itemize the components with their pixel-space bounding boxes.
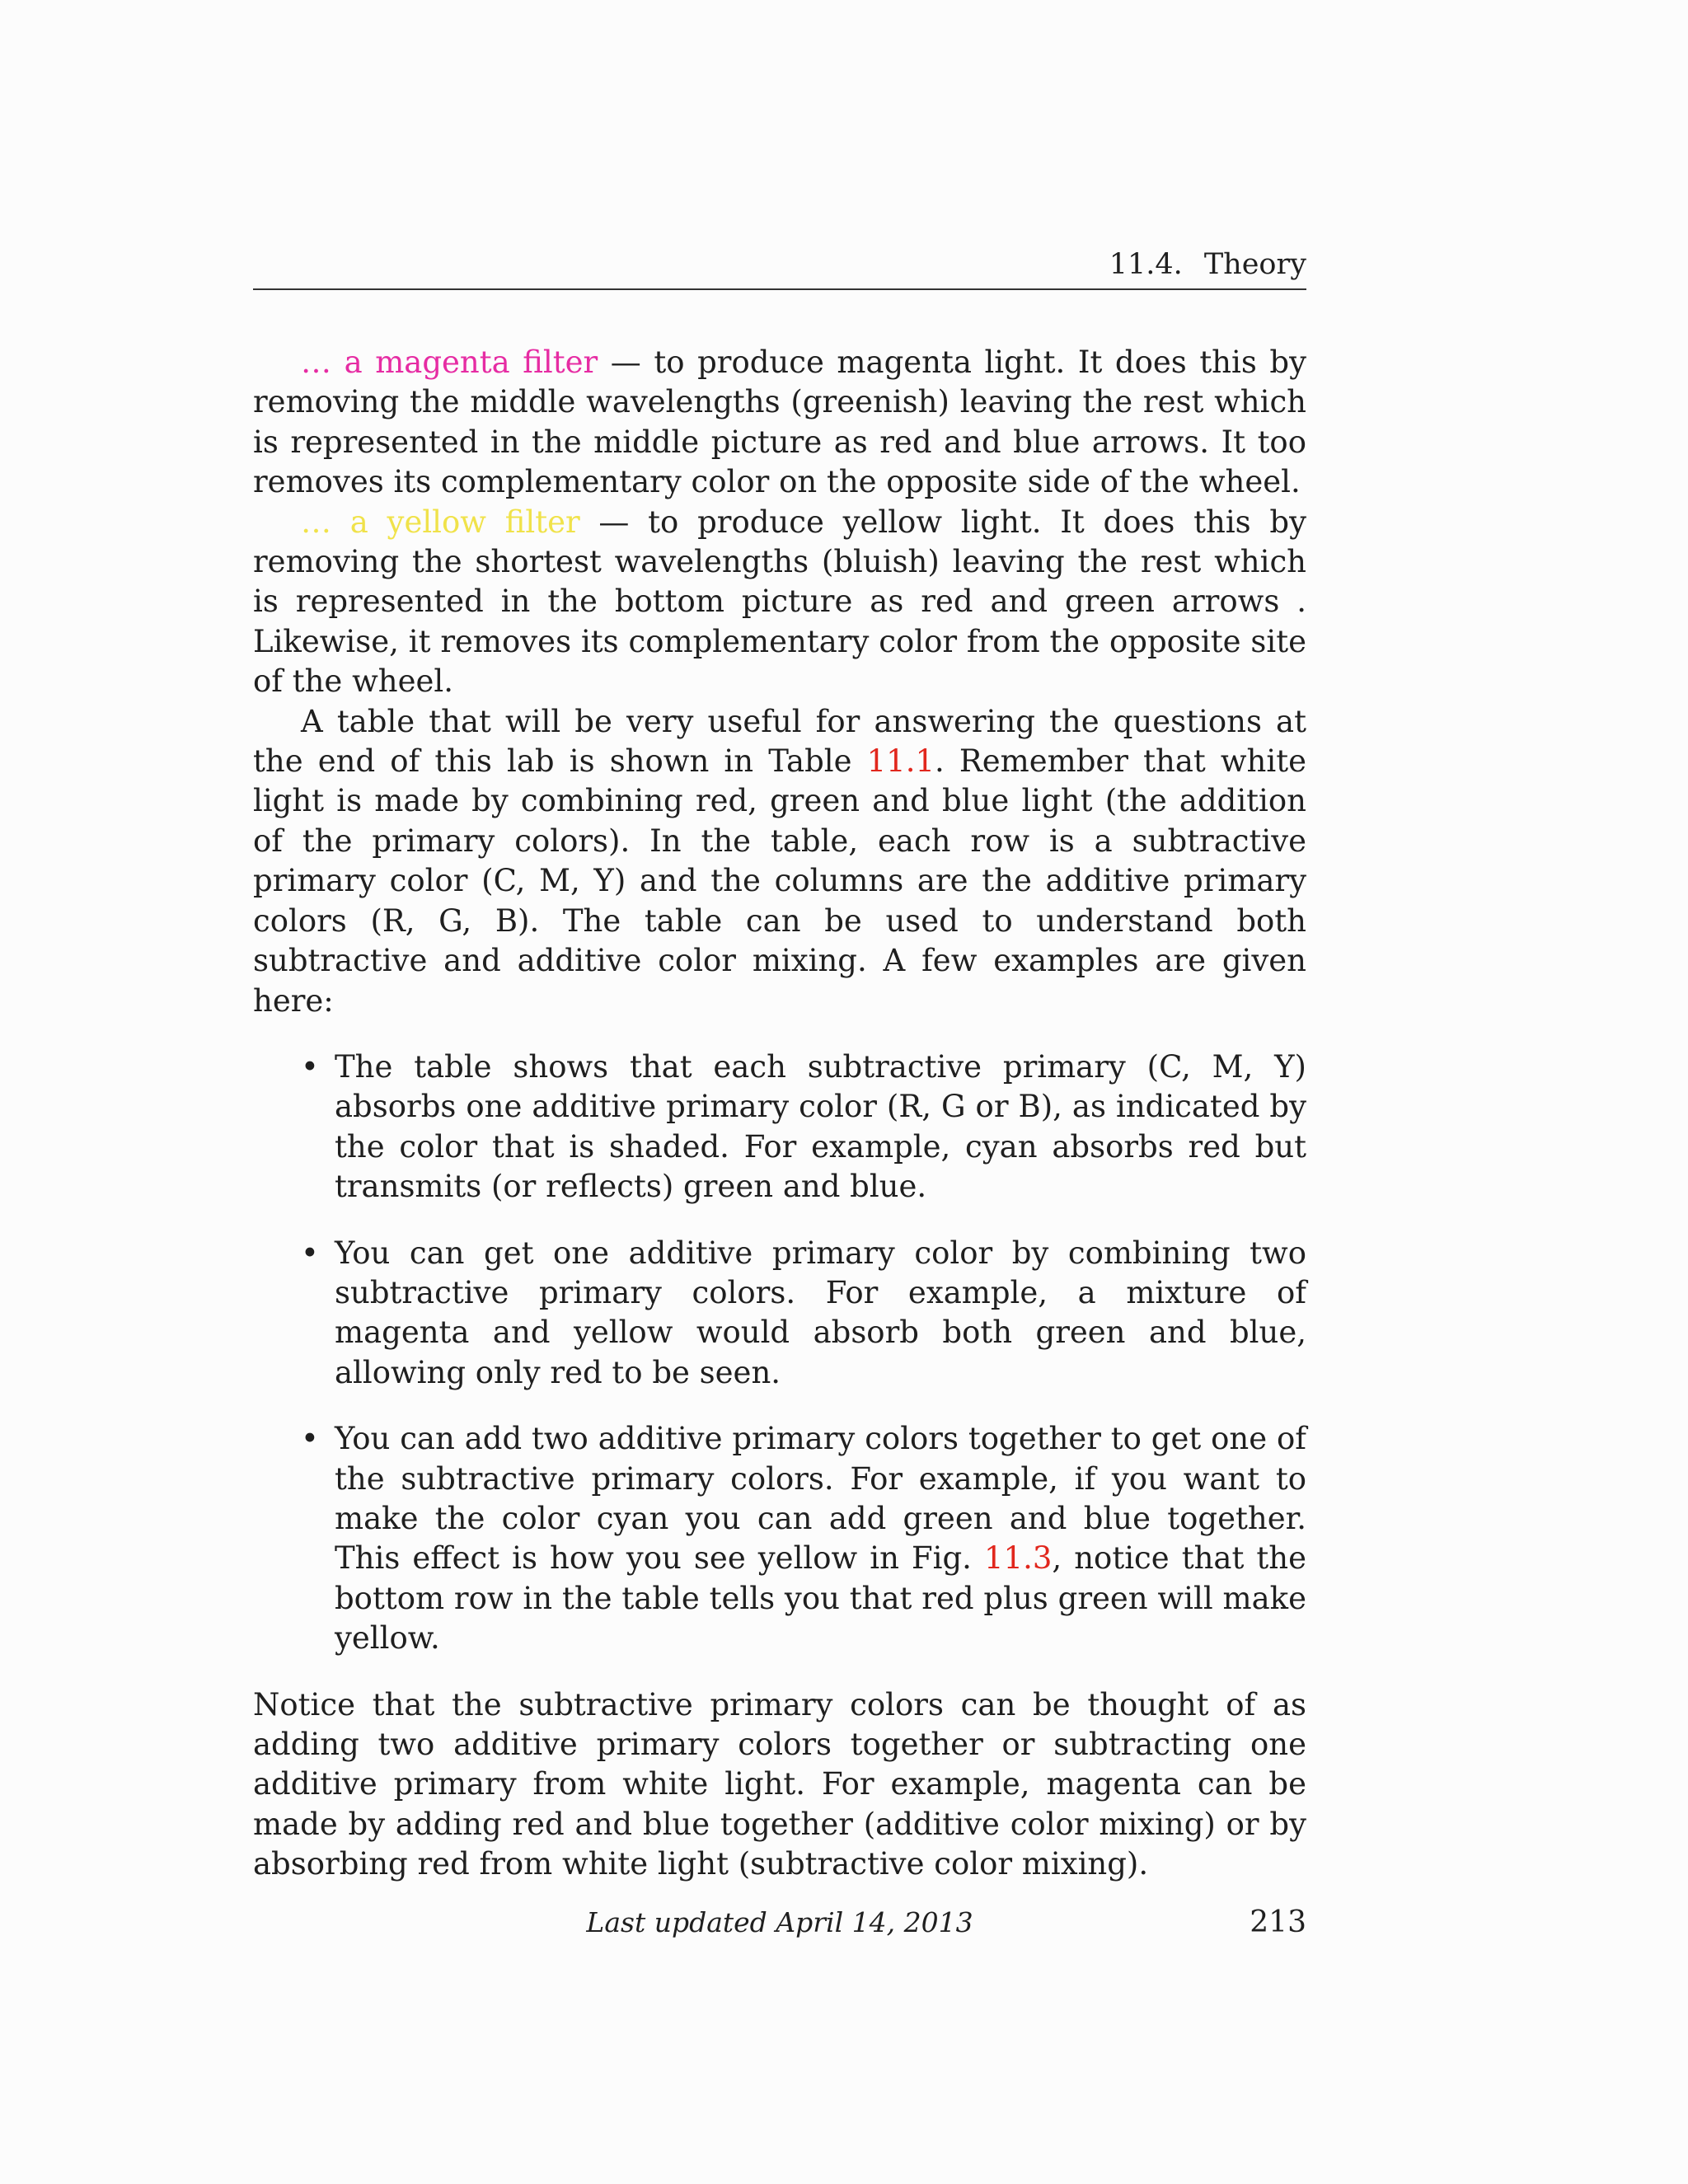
paragraph-table-intro	[253, 702, 1306, 1021]
list-item-text-a: You can add two additive primary colors together to get one of the subtractive primary colors. For example, if you want to make the color cyan you can add green and blue together. This effect is how you see yellow in Fig.	[335, 1421, 1306, 1577]
bullet-icon: •	[301, 1235, 319, 1271]
examples-list	[253, 1047, 1306, 1659]
section-number: 11.4.	[1109, 248, 1183, 281]
page-footer	[253, 1900, 1306, 1946]
bullet-icon: •	[301, 1048, 319, 1085]
magenta-filter-lead: … a magenta filter	[301, 344, 598, 380]
paragraph-yellow-filter	[253, 503, 1306, 702]
page-body	[253, 343, 1306, 1885]
table-intro-text-a: A table that will be very useful for answering the questions at the end of this lab is shown in Table	[253, 703, 1306, 780]
section-title: Theory	[1203, 248, 1306, 281]
running-header	[253, 244, 1306, 290]
last-updated: Last updated April 14, 2013	[586, 1906, 973, 1938]
list-item	[253, 1234, 1306, 1394]
bullet-icon: •	[301, 1421, 319, 1457]
yellow-filter-lead: … a yellow filter	[301, 504, 580, 540]
list-item	[253, 1419, 1306, 1658]
figure-ref-link[interactable]: 11.3	[984, 1540, 1053, 1577]
table-intro-text-b: . Remember that white light is made by combining red, green and blue light (the addition of the primary colors). In the table, each row is a subtractive primary color (C, M, Y) and the columns are the additive primary colors (R, G, B). The table can be used to understand both subtractive and additive color mixing. A few examples are given here:	[253, 743, 1306, 1019]
yellow-filter-text: — to produce yellow light. It does this by removing the shortest wavelengths (bluish) leaving the rest which is represented in the bottom picture as red and green arrows . Likewise, it removes its complementary color from the opposite site of the wheel.	[253, 504, 1306, 700]
table-ref-link[interactable]: 11.1	[866, 743, 935, 780]
list-item-text-b: , notice that the bottom row in the table tells you that red plus green will make yellow.	[335, 1540, 1306, 1657]
list-item-text: The table shows that each subtractive primary (C, M, Y) absorbs one additive primary color (R, G or B), as indicated by the color that is shaded. For example, cyan absorbs red but transmits (or reflects) green and blue.	[335, 1048, 1306, 1205]
list-item-text: You can get one additive primary color by combining two subtractive primary colors. For example, a mixture of magenta and yellow would absorb both green and blue, allowing only red to be seen.	[335, 1235, 1306, 1390]
magenta-filter-text: — to produce magenta light. It does this by removing the middle wavelengths (greenish) leaving the rest which is represented in the middle picture as red and blue arrows. It too removes its complementary color on the opposite side of the wheel.	[253, 344, 1306, 500]
paragraph-notice: Notice that the subtractive primary colors can be thought of as adding two additive primary colors together or subtracting one additive primary from white light. For example, magenta can be made by adding red and blue together (additive color mixing) or by absorbing red from white light (subtractive color mixing).	[253, 1686, 1306, 1882]
list-item	[253, 1047, 1306, 1207]
page-number: 213	[1250, 1905, 1306, 1939]
paragraph-magenta-filter	[253, 343, 1306, 503]
